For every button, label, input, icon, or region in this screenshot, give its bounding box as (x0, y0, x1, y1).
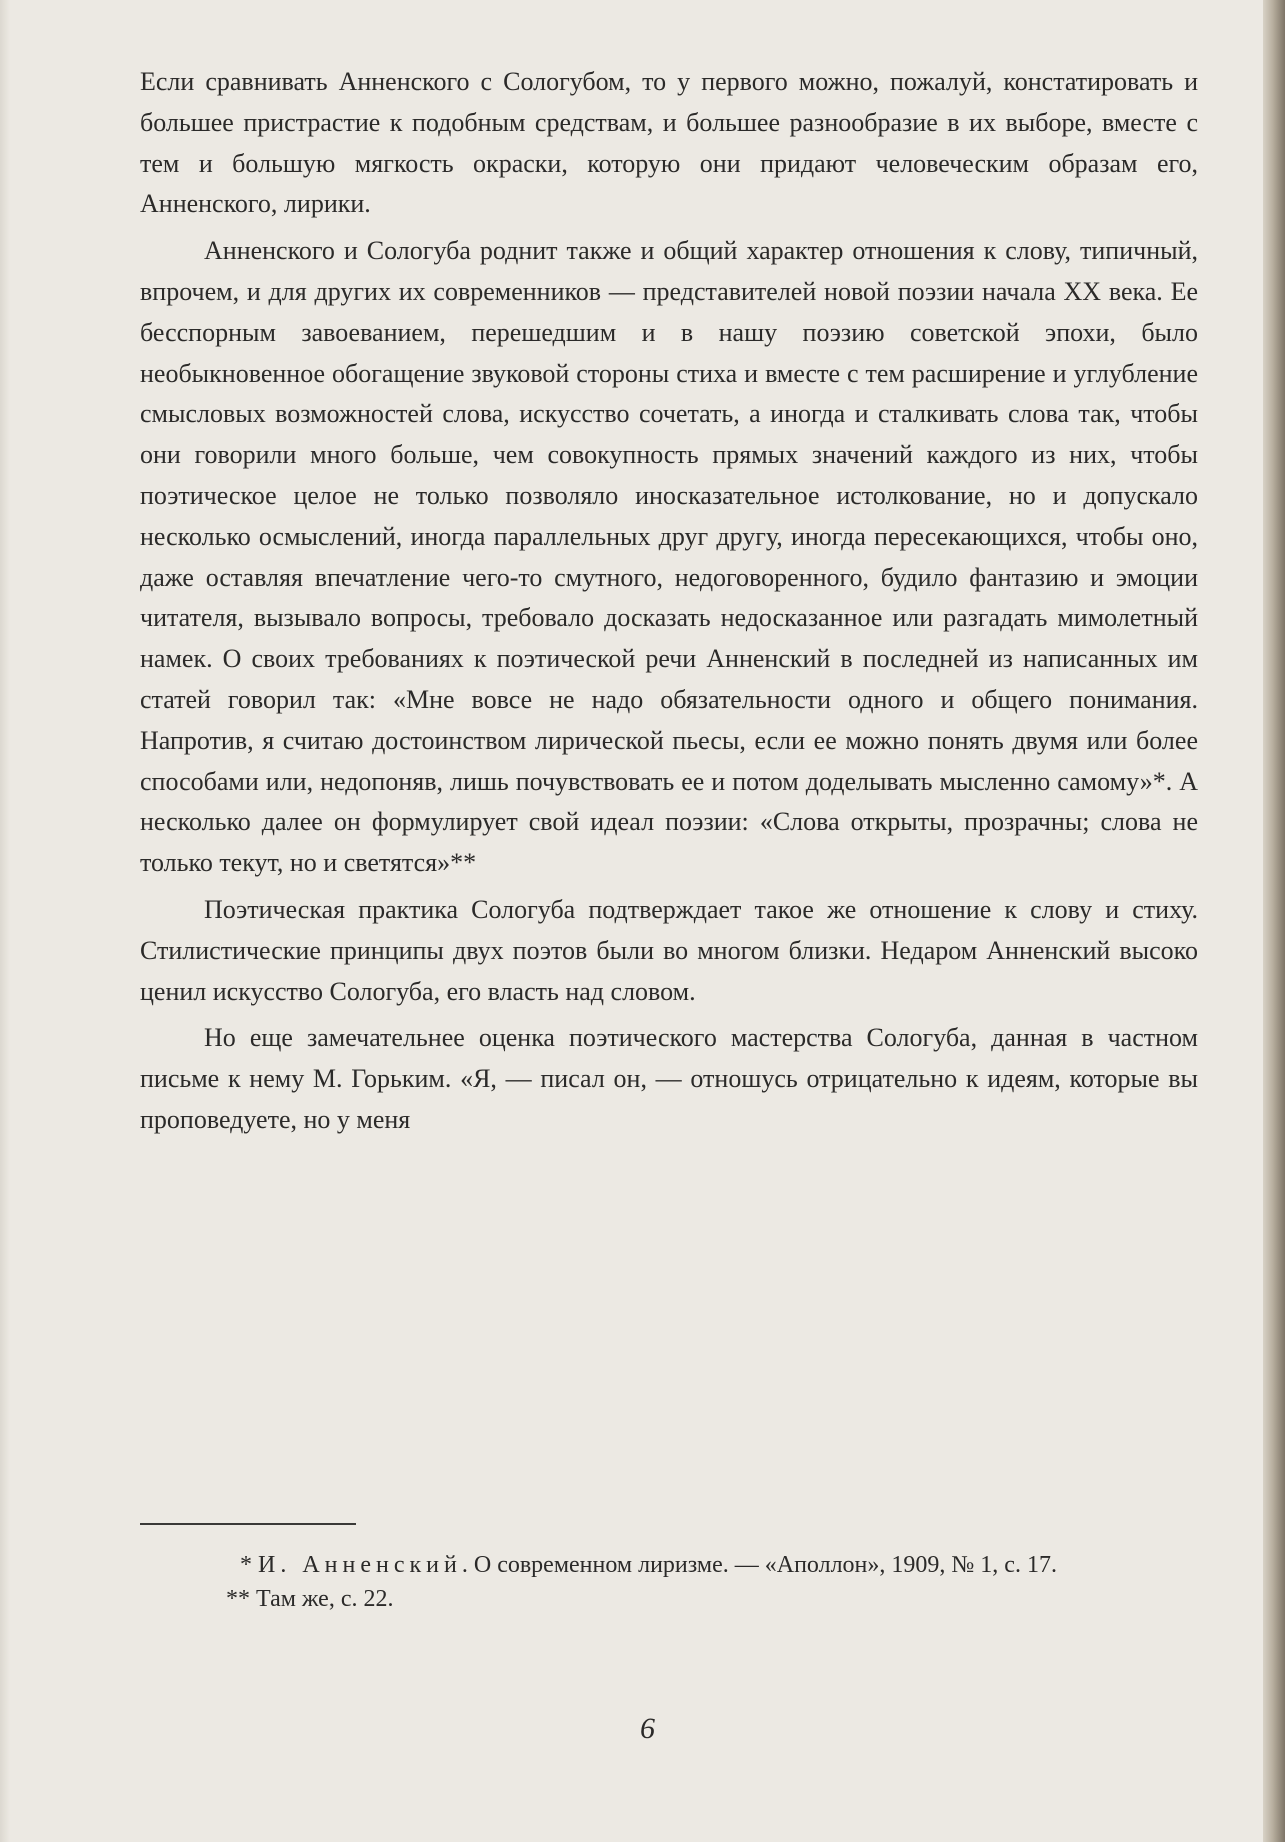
page-left-shadow (0, 0, 10, 1842)
footnote-1-text: . О современном лиризме. — «Аполлон», 1909, № 1, с. 17. (461, 1552, 1057, 1578)
footnote-2 (140, 1582, 1198, 1616)
footnotes (140, 1548, 1198, 1616)
paragraph-4: Но еще замечательнее оценка поэтического мастерства Сологуба, данная в частном письме к нему М. Горьким. «Я, — писал он, — отношусь отрицательно к идеям, которые вы проповедуете, но у меня (140, 1023, 1198, 1134)
footnote-2-text: Там же, с. 22. (256, 1586, 394, 1612)
paragraph-3: Поэтическая практика Сологуба подтверждает такое же отношение к слову и стиху. Стилистические принципы двух поэтов были во многом близки. Недаром Анненский высоко ценил искусство Сологуба, его власть над словом. (140, 894, 1198, 1006)
page-number: 6 (640, 1712, 655, 1745)
footnote-1-author: И. Анненский (258, 1552, 462, 1578)
paragraph-1: Если сравнивать Анненского с Сологубом, то у первого можно, пожалуй, констатировать и большее пристрастие к подобным средствам, и большее разнообразие в их выборе, вместе с тем и большую мягкость окраски, которую они придают человеческим образам его, Анненского, лирики. (140, 67, 1198, 219)
footnote-1-marker: * (240, 1552, 258, 1578)
footnote-separator (140, 1523, 356, 1525)
main-text (140, 62, 1198, 1141)
paragraph-2: Анненского и Сологуба роднит также и общий характер отношения к слову, типичный, впрочем, и для других их современников — представителей новой поэзии начала XX века. Ее бесспорным завоеванием, перешедшим и в нашу поэзию советской эпохи, было необыкновенное обогащение звуковой стороны стиха и вместе с тем расширение и углубление смысловых возможностей слова, искусство сочетать, а иногда и сталкивать слова так, чтобы они говорили много больше, чем совокупность прямых значений каждого из них, чтобы поэтическое целое не только позволяло иносказательное истолкование, но и допускало несколько осмыслений, иногда параллельных друг другу, иногда пересекающихся, чтобы оно, даже оставляя впечатление чего-то смутного, недоговоренного, будило фантазию и эмоции читателя, вызывало вопросы, требовало досказать недосказанное или разгадать мимолетный намек. О своих требованиях к поэтической речи Анненский в последней из написанных им статей говорил так: «Мне вовсе не надо обязательности одного и общего понимания. Напротив, я считаю достоинством лирической пьесы, если ее можно понять двумя или более способами или, недопоняв, лишь почувствовать ее и потом доделывать мысленно самому»*. А несколько далее он формулирует свой идеал поэзии: «Слова открыты, прозрачны; слова не только текут, но и светятся»** (140, 236, 1198, 878)
footnote-2-marker: ** (226, 1586, 256, 1612)
footnote-1 (140, 1548, 1198, 1582)
page-edge (1263, 0, 1285, 1842)
